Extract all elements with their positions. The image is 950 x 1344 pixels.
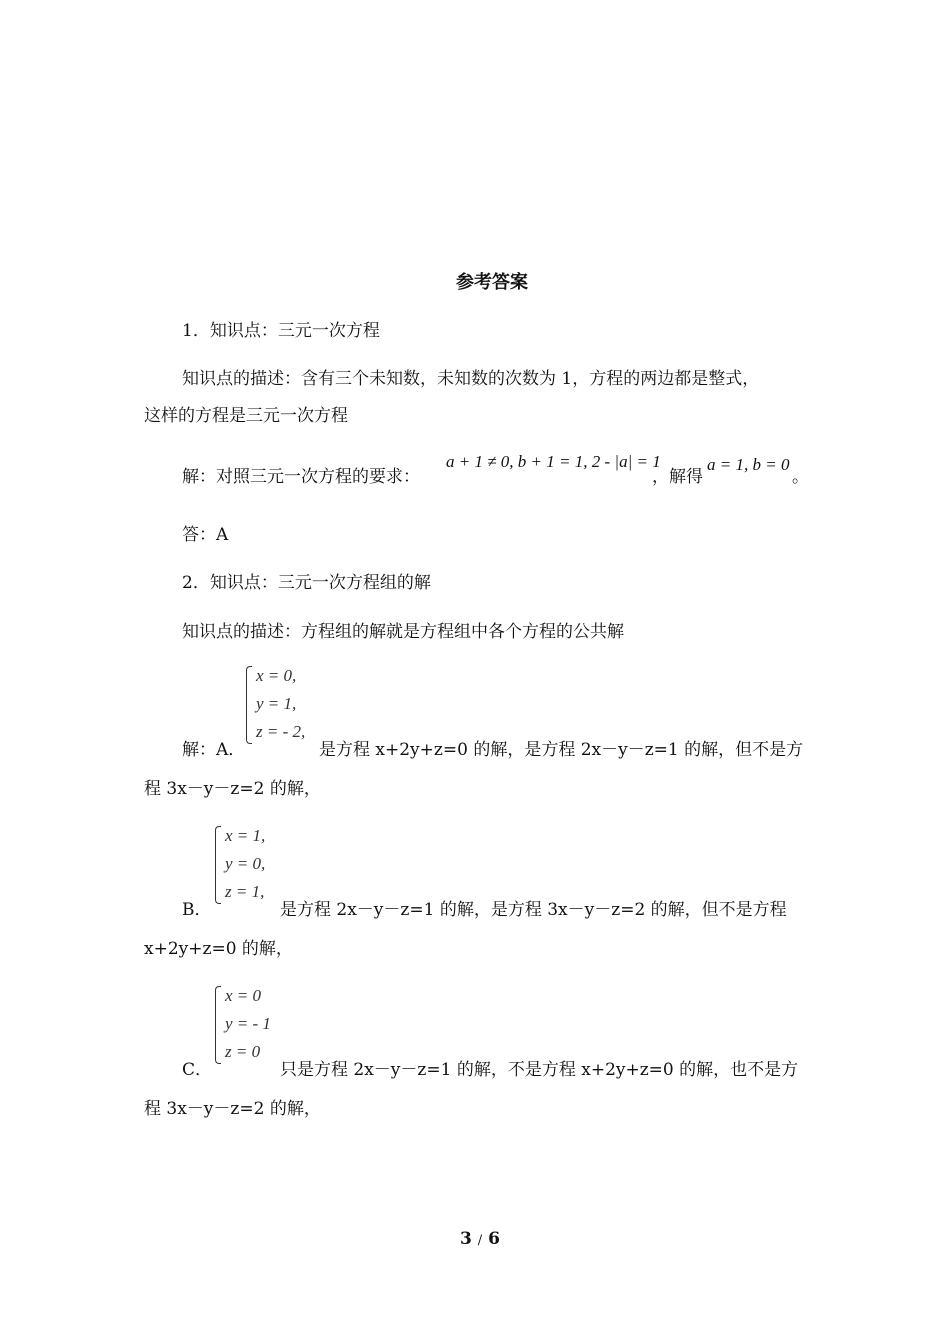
q1-result-formula: a = 1, b = 0 (707, 455, 790, 474)
option-a-label: 解：A． (182, 740, 246, 760)
page-number (460, 1229, 500, 1249)
q1-description-line2: 这样的方程是三元一次方程 (144, 406, 348, 426)
option-c-equation-system (215, 982, 285, 1068)
brace-icon (215, 986, 221, 1064)
q1-description-line1: 知识点的描述：含有三个未知数，未知数的次数为 1，方程的两边都是整式， (182, 369, 760, 389)
q1-answer: 答：A (182, 525, 229, 545)
option-a-text-line1: 是方程 x+2y+z=0 的解，是方程 2x－y－z=1 的解，但不是方 (319, 740, 804, 760)
brace-icon (215, 826, 221, 904)
option-c-text-line2: 程 3x－y－z=2 的解， (144, 1099, 321, 1119)
option-a-equation-system (246, 662, 316, 748)
q1-heading: 1．知识点：三元一次方程 (182, 321, 380, 341)
option-c-label: C． (182, 1060, 213, 1080)
page-current: 3 (460, 1229, 472, 1249)
option-c-text-line1: 只是方程 2x－y－z=1 的解，不是方程 x+2y+z=0 的解，也不是方 (280, 1060, 799, 1080)
system-line: z = 0 (225, 1042, 261, 1061)
q1-solution-mid: ，解得 (652, 467, 703, 487)
page-total: 6 (488, 1229, 500, 1249)
system-line: y = 1, (256, 694, 297, 713)
page-separator: / (477, 1233, 483, 1248)
system-line: x = 1, (225, 826, 266, 845)
option-b-text-line1: 是方程 2x－y－z=1 的解，是方程 3x－y－z=2 的解，但不是方程 (280, 900, 787, 920)
page-title: 参考答案 (456, 272, 528, 293)
q1-solution-prefix: 解：对照三元一次方程的要求： (182, 467, 420, 487)
option-b-equation-system (215, 822, 280, 908)
system-line: z = - 2, (256, 722, 306, 741)
brace-icon (246, 666, 252, 744)
q2-heading: 2．知识点：三元一次方程组的解 (182, 573, 431, 593)
system-line: z = 1, (225, 882, 265, 901)
option-b-label: B． (182, 900, 212, 920)
q1-condition-formula: a + 1 ≠ 0, b + 1 = 1, 2 - |a| = 1 (446, 452, 661, 471)
system-line: x = 0, (256, 666, 297, 685)
option-b-text-line2: x+2y+z=0 的解， (144, 939, 293, 959)
option-a-text-line2: 程 3x－y－z=2 的解， (144, 779, 321, 799)
system-line: x = 0 (225, 986, 262, 1005)
system-line: y = - 1 (225, 1014, 271, 1033)
q1-solution-end: 。 (792, 467, 809, 487)
q2-description: 知识点的描述：方程组的解就是方程组中各个方程的公共解 (182, 622, 624, 642)
system-line: y = 0, (225, 854, 266, 873)
